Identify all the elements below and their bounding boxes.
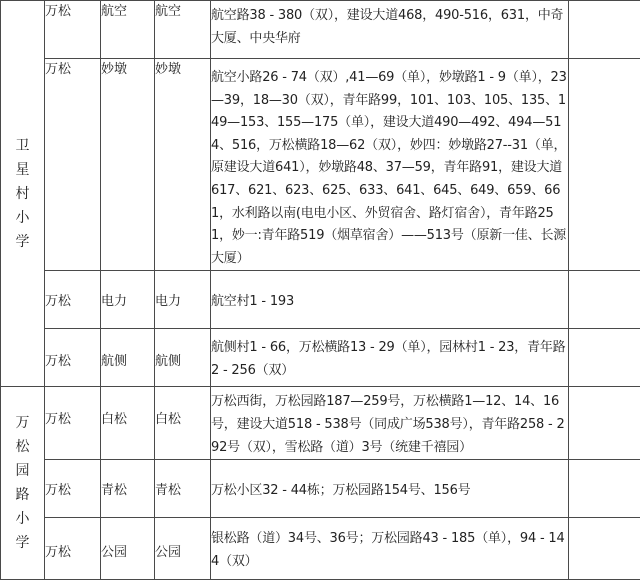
community-cell: 青松 xyxy=(101,460,155,518)
neighborhood-cell: 电力 xyxy=(155,271,211,329)
area-cell: 航空村1 - 193 xyxy=(211,271,569,329)
neighborhood-cell: 航侧 xyxy=(155,329,211,387)
street-cell: 万松 xyxy=(45,1,101,59)
empty-cell xyxy=(569,460,640,518)
community-cell: 航侧 xyxy=(101,329,155,387)
street-cell: 万松 xyxy=(45,518,101,580)
school-name-cell: 卫 星 村 小 学 xyxy=(1,1,45,387)
street-cell: 万松 xyxy=(45,271,101,329)
neighborhood-cell: 妙墩 xyxy=(155,59,211,271)
empty-cell xyxy=(569,59,640,271)
neighborhood-cell: 公园 xyxy=(155,518,211,580)
empty-cell xyxy=(569,329,640,387)
empty-cell xyxy=(569,271,640,329)
street-cell: 万松 xyxy=(45,59,101,271)
table-row xyxy=(1,329,640,387)
empty-cell xyxy=(569,518,640,580)
table-row xyxy=(1,271,640,329)
area-cell: 万松小区32 - 44栋；万松园路154号、156号 xyxy=(211,460,569,518)
empty-cell xyxy=(569,387,640,460)
empty-cell xyxy=(569,1,640,59)
street-cell: 万松 xyxy=(45,329,101,387)
table-row xyxy=(1,1,640,59)
street-cell: 万松 xyxy=(45,460,101,518)
school-name-cell: 万 松 园 路 小 学 xyxy=(1,387,45,580)
community-cell: 航空 xyxy=(101,1,155,59)
area-cell: 航空小路26 - 74（双）,41—69（单），妙墩路1 - 9（单），23—39，18—30（双），青年路99，101、103、105、135、149—153、155—175（单），建设大道490—492、494—514、516，万松横路18—62（双），妙四：妙墩路27--31（单，原建设大道641），妙墩路48、37—59，青年路91，建设大道617、621、623、625、633、641、645、649、659、661，水利路以南(电电小区、外贸宿舍、路灯宿舍），青年路251，妙一:青年路519（烟草宿舍）——513号（原新一佳、长源大厦） xyxy=(211,59,569,271)
neighborhood-cell: 航空 xyxy=(155,1,211,59)
community-cell: 公园 xyxy=(101,518,155,580)
neighborhood-cell: 青松 xyxy=(155,460,211,518)
area-cell: 银松路（道）34号、36号；万松园路43 - 185（单），94 - 144（双） xyxy=(211,518,569,580)
community-cell: 电力 xyxy=(101,271,155,329)
area-cell: 航侧村1 - 66，万松横路13 - 29（单），园林村1 - 23，青年路2 - 256（双） xyxy=(211,329,569,387)
street-cell: 万松 xyxy=(45,387,101,460)
neighborhood-cell: 白松 xyxy=(155,387,211,460)
community-cell: 白松 xyxy=(101,387,155,460)
area-cell: 航空路38 - 380（双），建设大道468，490-516，631，中奇大厦、中央华府 xyxy=(211,1,569,59)
table-row xyxy=(1,59,640,271)
community-cell: 妙墩 xyxy=(101,59,155,271)
table-row xyxy=(1,460,640,518)
table-row xyxy=(1,387,640,460)
area-cell: 万松西街，万松园路187—259号，万松横路1—12、14、16号，建设大道518 - 538号（同成广场538号），青年路258 - 292号（双），雪松路（道）3号（统建千禧园） xyxy=(211,387,569,460)
table-row xyxy=(1,518,640,580)
